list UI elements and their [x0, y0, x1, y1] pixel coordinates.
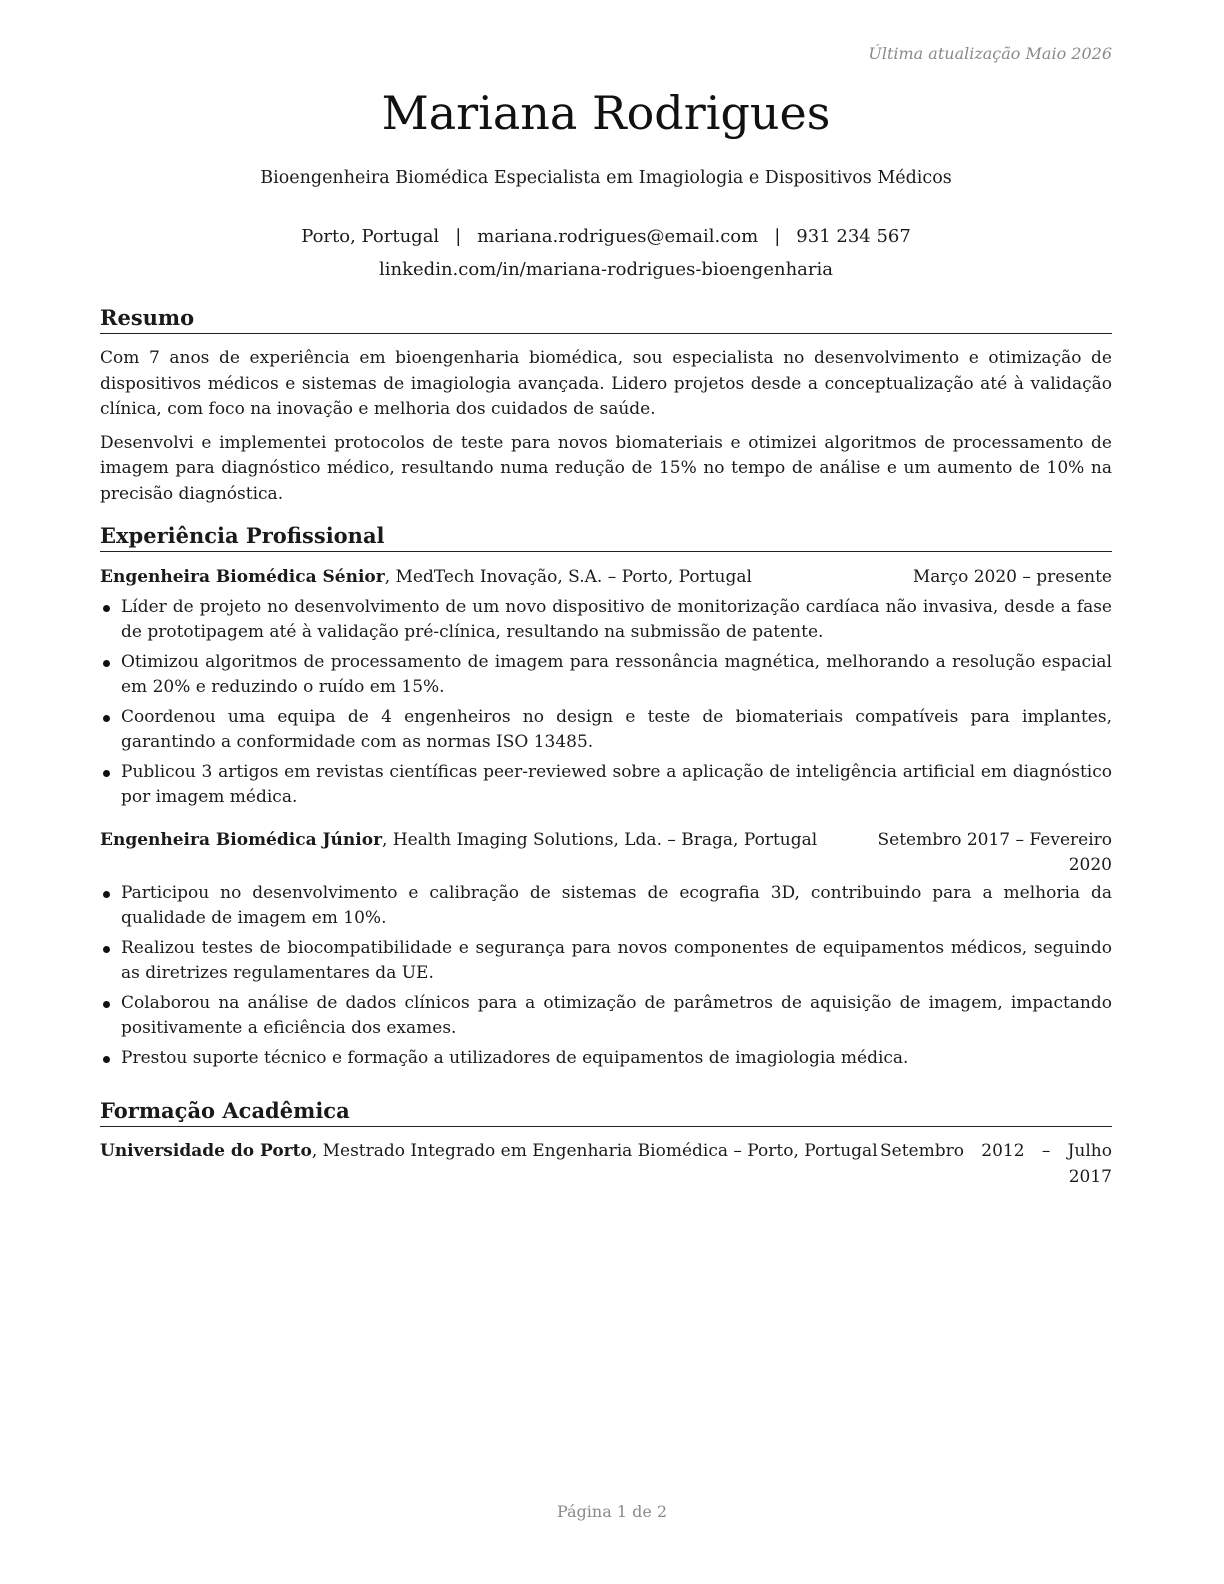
job-dates: Setembro 2017 – Fevereiro 2020 [877, 829, 1112, 875]
separator: | [774, 226, 781, 247]
list-item [100, 881, 1112, 932]
summary-section [100, 305, 1112, 507]
bullet-icon [103, 715, 110, 722]
job-role: Engenheira Biomédica Júnior [100, 829, 383, 850]
job-role: Engenheira Biomédica Sénior [100, 567, 385, 587]
job-header [100, 828, 1112, 879]
linkedin-link[interactable]: linkedin.com/in/mariana-rodrigues-bioengenharia [379, 259, 833, 280]
job-bullets [100, 595, 1112, 811]
contact-block [100, 220, 1112, 286]
bullet-text: Prestou suporte técnico e formação a utilizadores de equipamentos de imagiologia médica. [121, 1047, 909, 1068]
bullet-text: Colaborou na análise de dados clínicos para a otimização de parâmetros de aquisição de imagem, impactando positivamente a eficiência dos exames. [121, 992, 1112, 1038]
section-title-summary: Resumo [100, 305, 1112, 334]
job-entry [100, 828, 1112, 1072]
list-item [100, 595, 1112, 646]
job-title-line [100, 828, 872, 854]
section-title-experience: Experiência Profissional [100, 523, 1112, 552]
education-section [100, 1098, 1112, 1190]
education-entry [100, 1139, 1112, 1190]
last-updated: Última atualização Maio 2026 [868, 44, 1112, 63]
bullet-text: Realizou testes de biocompatibilidade e segurança para novos componentes de equipamentos médicos, seguindo as diretrizes regulamentares da UE. [121, 937, 1112, 983]
bullet-icon [103, 770, 110, 777]
bullet-text: Coordenou uma equipa de 4 engenheiros no design e teste de biomateriais compatíveis para implantes, garantindo a conformidade com as normas ISO 13485. [121, 706, 1112, 752]
contact-line [100, 220, 1112, 253]
list-item [100, 650, 1112, 701]
bullet-icon [103, 1001, 110, 1008]
bullet-text: Participou no desenvolvimento e calibração de sistemas de ecografia 3D, contribuindo para a melhoria da qualidade de imagem em 10%. [121, 882, 1112, 928]
list-item [100, 760, 1112, 811]
phone: 931 234 567 [796, 226, 911, 247]
school-name: Universidade do Porto [100, 1141, 312, 1161]
separator: | [455, 226, 462, 247]
summary-paragraph: Com 7 anos de experiência em bioengenharia biomédica, sou especialista no desenvolvimento e otimização de dispositivos médicos e sistemas de imagiologia avançada. Lidero projetos desde a conceptualização até à validação clínica, com foco na inovação e melhoria dos cuidados de saúde. [100, 348, 1112, 419]
summary-paragraph: Desenvolvi e implementei protocolos de teste para novos biomateriais e otimizei algoritmos de processamento de imagem para diagnóstico médico, resultando numa redução de 15% no tempo de análise e um aumento de 10% na precisão diagnóstica. [100, 432, 1112, 504]
candidate-name: Mariana Rodrigues [381, 86, 831, 140]
experience-section [100, 523, 1112, 1075]
section-title-education: Formação Acadêmica [100, 1098, 1112, 1127]
list-item [100, 1046, 1112, 1072]
job-bullets [100, 881, 1112, 1072]
bullet-text: Líder de projeto no desenvolvimento de um novo dispositivo de monitorização cardíaca não invasiva, desde a fase de prototipagem até à validação pré-clínica, resultando na submissão de patente. [121, 596, 1112, 642]
degree: , Mestrado Integrado em Engenharia Biomédica – Porto, Portugal [311, 1141, 878, 1161]
bullet-icon [103, 946, 110, 953]
page-number: Página 1 de 2 [556, 1502, 668, 1521]
bullet-icon [103, 1056, 110, 1063]
job-dates: Março 2020 – presente [912, 567, 1112, 587]
list-item [100, 991, 1112, 1042]
bullet-icon [103, 891, 110, 898]
bullet-text: Otimizou algoritmos de processamento de imagem para ressonância magnética, melhorando a resolução espacial em 20% e reduzindo o ruído em 15%. [121, 651, 1112, 697]
education-dates: Setembro 2012 – Julho 2017 [880, 1141, 1112, 1187]
email-link[interactable]: mariana.rodrigues@email.com [477, 226, 759, 247]
resume-page [100, 0, 1112, 1584]
bullet-icon [103, 605, 110, 612]
bullet-icon [103, 660, 110, 667]
list-item [100, 705, 1112, 756]
location: Porto, Portugal [301, 226, 440, 247]
list-item [100, 936, 1112, 987]
job-company: , MedTech Inovação, S.A. – Porto, Portugal [384, 567, 752, 587]
job-header [100, 565, 1112, 591]
job-title-line [100, 565, 892, 591]
job-company: , Health Imaging Solutions, Lda. – Braga, Portugal [382, 829, 818, 850]
education-line [100, 1139, 880, 1165]
job-entry [100, 565, 1112, 811]
headline: Bioengenheira Biomédica Especialista em Imagiologia e Dispositivos Médicos [260, 168, 952, 188]
bullet-text: Publicou 3 artigos em revistas científicas peer-reviewed sobre a aplicação de inteligência artificial em diagnóstico por imagem médica. [121, 761, 1112, 807]
